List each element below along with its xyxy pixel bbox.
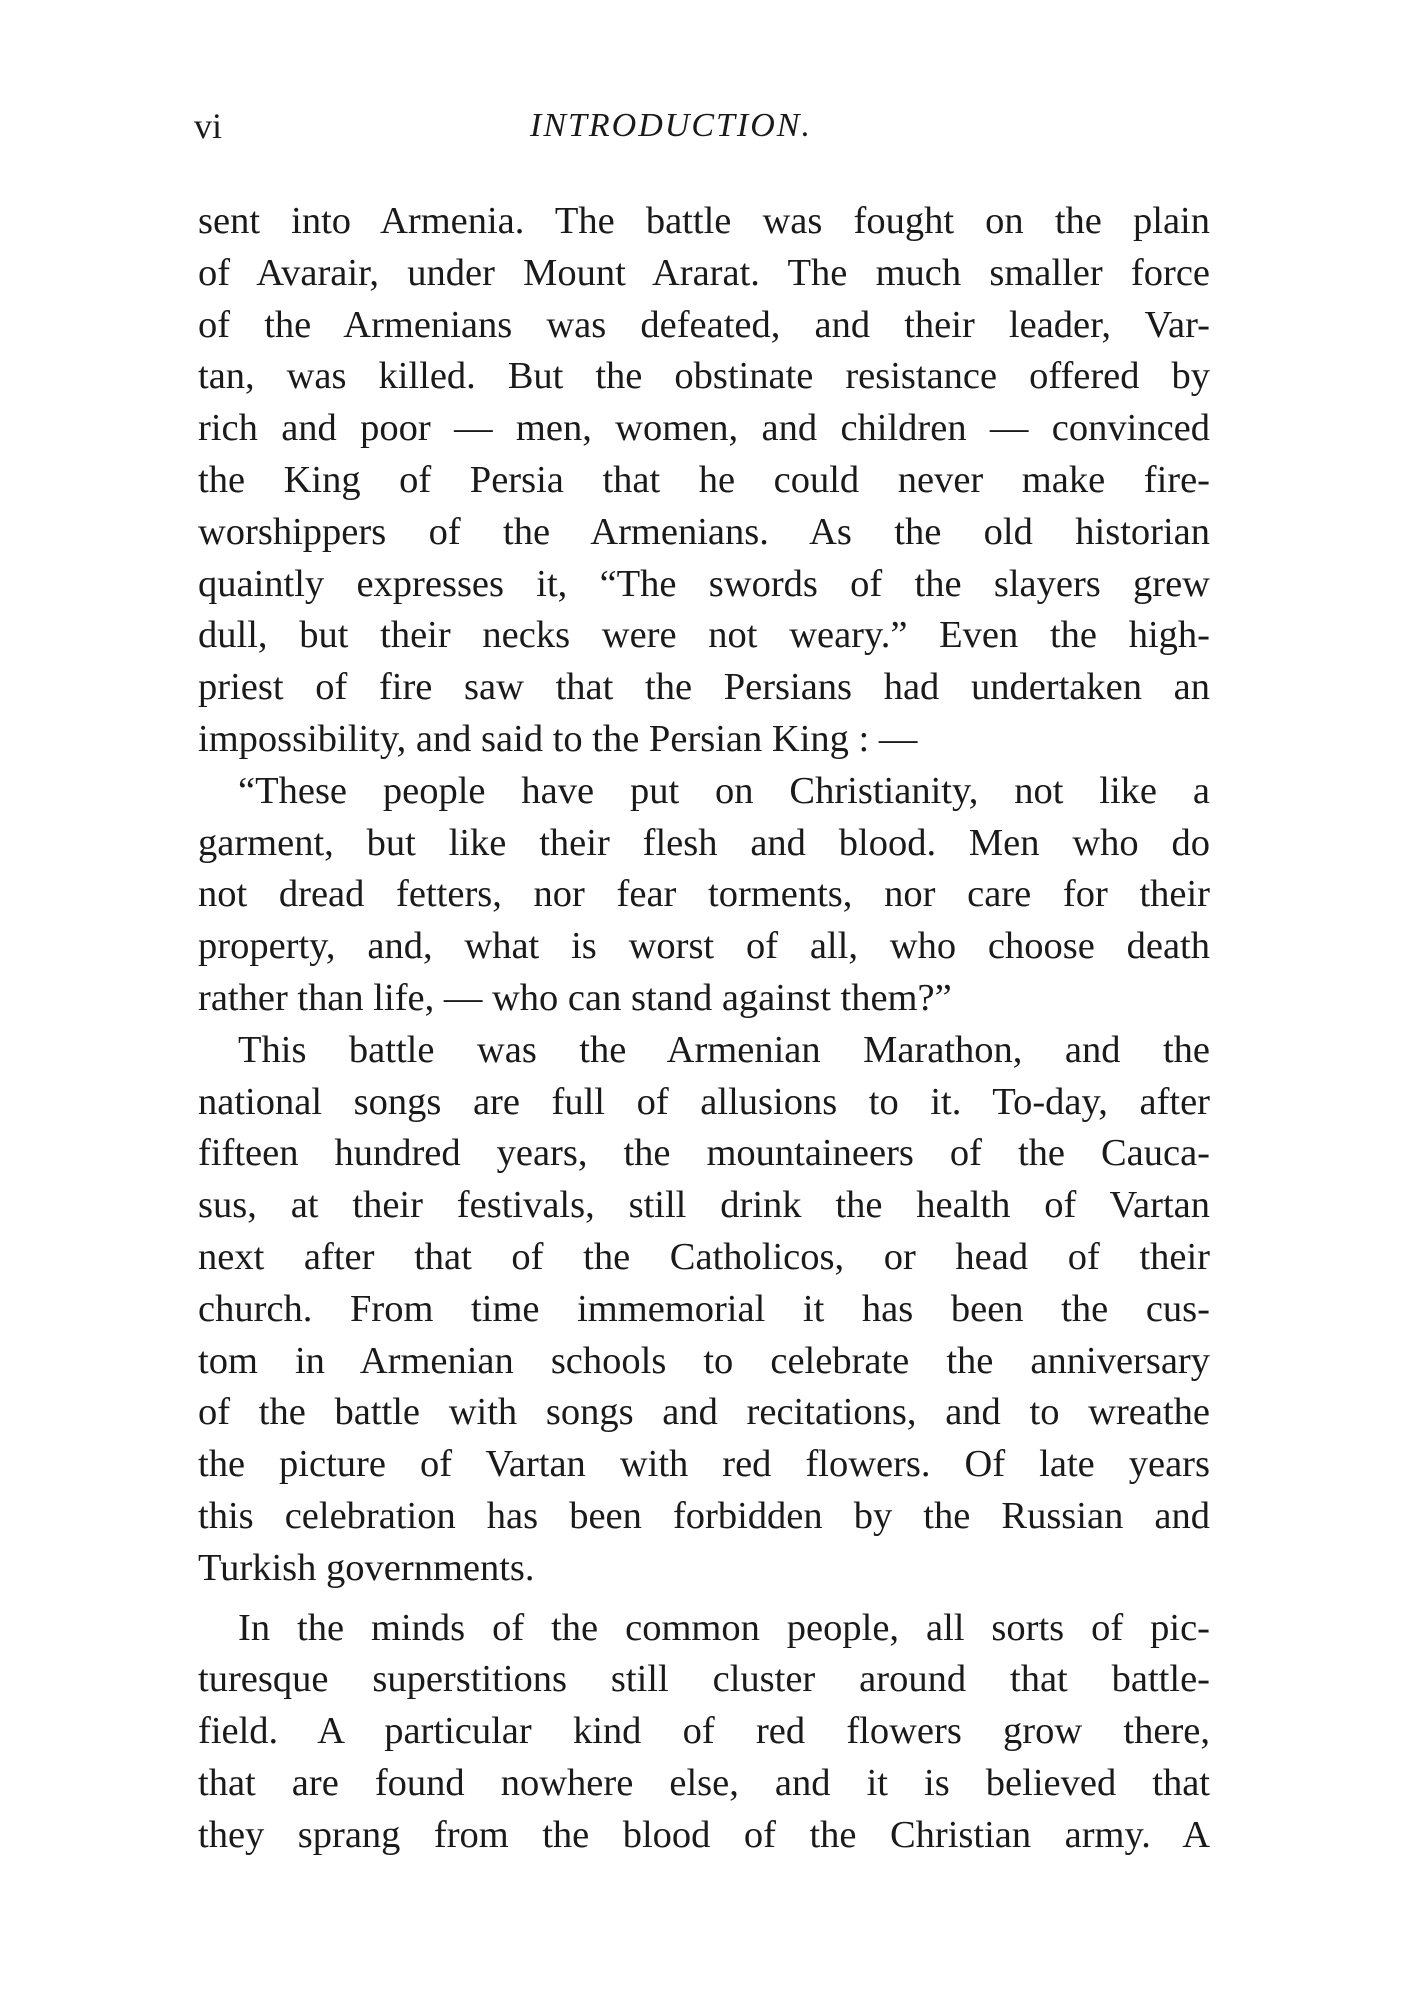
text-line: that are found nowhere else, and it is believed that	[198, 1761, 1210, 1804]
text-line: next after that of the Catholicos, or head of their	[198, 1235, 1210, 1278]
text-line: quaintly expresses it, “The swords of the slayers grew	[198, 562, 1210, 605]
text-line: garment, but like their flesh and blood. Men who do	[198, 821, 1210, 864]
text-line: In the minds of the common people, all sorts of pic-	[238, 1606, 1210, 1649]
paragraph	[198, 196, 1210, 766]
text-line: worshippers of the Armenians. As the old historian	[198, 510, 1210, 553]
text-line: Turkish governments.	[198, 1546, 535, 1589]
text-line: church. From time immemorial it has been the cus-	[198, 1287, 1210, 1330]
text-line: of the Armenians was defeated, and their leader, Var-	[198, 303, 1210, 346]
text-line: fifteen hundred years, the mountaineers of the Cauca-	[198, 1132, 1210, 1175]
text-line: they sprang from the blood of the Christian army. A	[198, 1813, 1210, 1856]
text-line: not dread fetters, nor fear torments, nor care for their	[198, 873, 1210, 916]
running-head: INTRODUCTION.	[530, 107, 812, 144]
text-line: turesque superstitions still cluster around that battle-	[198, 1658, 1210, 1701]
text-line: property, and, what is worst of all, who choose death	[198, 925, 1210, 968]
text-line: of the battle with songs and recitations, and to wreathe	[198, 1391, 1210, 1434]
text-line: the picture of Vartan with red flowers. Of late years	[198, 1443, 1210, 1486]
text-line: field. A particular kind of red flowers grow there,	[198, 1710, 1210, 1753]
text-line: dull, but their necks were not weary.” Even the high-	[198, 614, 1210, 657]
text-line: impossibility, and said to the Persian King : —	[198, 717, 918, 760]
text-line: of Avarair, under Mount Ararat. The much smaller force	[198, 251, 1210, 294]
text-line: national songs are full of allusions to it. To-day, after	[198, 1080, 1210, 1123]
paragraph	[198, 766, 1210, 1025]
paragraph	[198, 1025, 1210, 1595]
text-line: rather than life, — who can stand against them?”	[198, 976, 952, 1019]
page-number: vi	[194, 106, 223, 146]
text-line: tom in Armenian schools to celebrate the anniversary	[198, 1339, 1210, 1382]
text-line: this celebration has been forbidden by the Russian and	[198, 1494, 1210, 1537]
paragraph	[198, 1603, 1210, 1862]
text-line: “These people have put on Christianity, not like a	[238, 769, 1210, 812]
text-line: the King of Persia that he could never make fire-	[198, 458, 1210, 501]
text-line: sent into Armenia. The battle was fought on the plain	[198, 200, 1210, 242]
text-line: priest of fire saw that the Persians had undertaken an	[198, 666, 1210, 709]
text-line: This battle was the Armenian Marathon, and the	[238, 1028, 1210, 1071]
body-text	[198, 196, 1210, 1862]
text-line: rich and poor — men, women, and children — convinced	[198, 407, 1210, 450]
text-line: tan, was killed. But the obstinate resistance offered by	[198, 355, 1210, 398]
text-line: sus, at their festivals, still drink the health of Vartan	[198, 1184, 1210, 1227]
